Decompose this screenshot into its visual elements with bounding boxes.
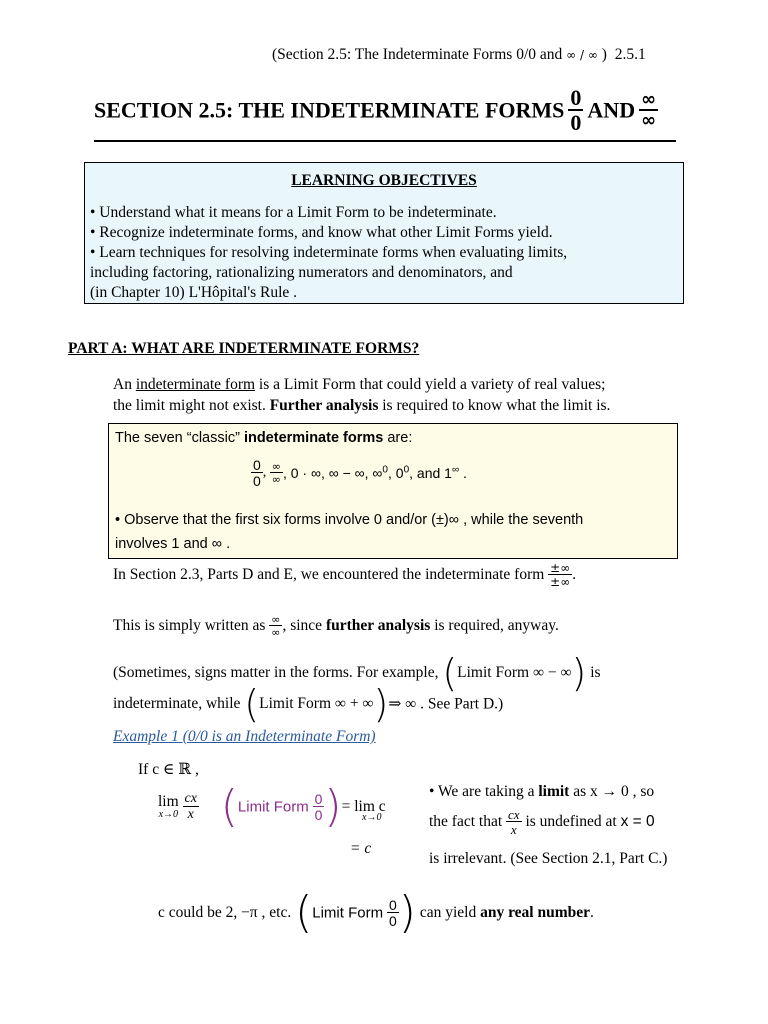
example-1-heading: Example 1 (0/0 is an Indeterminate Form) [113,728,376,745]
limit-sub: x→0 [362,812,382,823]
observe-line: involves 1 and ∞ . [115,536,231,552]
limit-note-line-3: is irrelevant. (See Section 2.1, Part C.) [429,850,668,867]
running-head [272,46,646,64]
objectives-heading: LEARNING OBJECTIVES [291,172,477,189]
limit-expression: lim x→0 $\frac{cx}{x}$ (Limit Form $\frac{0}{0}$ )= lim c [158,781,386,832]
title-text: SECTION 2.5: THE INDETERMINATE FORMS [94,97,565,123]
classic-forms-box [108,423,678,559]
running-head-close: ) [601,46,607,63]
section-title [94,87,658,134]
c-could-be-line: c could be 2, −π , etc. (Limit Form $\frac{0}{0}$ ) can yield any real number. [158,887,594,938]
limit-note-line-2: the fact that $\frac{cx}{x}$ is undefined at x = 0 [429,807,655,837]
cx-over-x: $\frac{cx}{x}$ [184,791,197,822]
part-a-heading: PART A: WHAT ARE INDETERMINATE FORMS? [68,340,420,357]
simply-written-line: This is simply written as $\frac{\infty}{\infty}$ , since further analysis is required, anyway. [113,613,559,639]
running-head-text: (Section 2.5: The Indeterminate Forms 0/0 and [272,46,563,63]
signs-matter-line-1: (Sometimes, signs matter in the forms. For example, (Limit Form ∞ − ∞) is [113,651,601,695]
objective-line: including factoring, rationalizing numerators and denominators, and [90,264,513,281]
pm-inf-fraction: $\frac{\pm\infty}{\pm\infty}$ [550,561,571,589]
form-zero-over-zero: $\frac{0}{0}$ [253,457,261,489]
title-and: AND [587,97,636,123]
objective-line: • Recognize indeterminate forms, and know what other Limit Forms yield. [90,224,553,241]
limit-form-label: Limit Form [237,798,309,816]
page-number: 2.5.1 [614,46,646,63]
objective-line: (in Chapter 10) L'Hôpital's Rule . [90,284,298,301]
section-2-3-line: In Section 2.3, Parts D and E, we encountered the indeterminate form $\frac{\pm\infty}{\pm\infty}$ . [113,561,577,589]
classic-forms-intro: The seven “classic” indeterminate forms are: [115,430,413,446]
limit-note-line-1: • We are taking a limit as x → 0 , so [429,783,655,800]
objective-line: • Learn techniques for resolving indeterminate forms when evaluating limits, [90,244,568,261]
indeterminate-form-term: indeterminate form [135,376,256,393]
equals-c: = c [350,840,372,857]
classic-forms-list: $\frac{0}{0}$ , $\frac{\infty}{\infty}$ , 0 · ∞, ∞ − ∞, ∞$^0$, $0^0$, and 1∞ . [253,457,467,489]
objective-line: • Understand what it means for a Limit Form to be indeterminate. [90,204,497,221]
title-fraction-infinity: $\frac{\infty}{\infty}$ [641,89,657,131]
inf-fraction: $\frac{\infty}{\infty}$ [271,613,281,639]
part-a-paragraph: An indeterminate form is a Limit Form that could yield a variety of real values; the limit might not exist. Further analysis is required to know what the limit is. [113,376,611,414]
form-inf-over-inf: $\frac{\infty}{\infty}$ [271,460,281,486]
zero-over-zero: $\frac{0}{0}$ [314,791,323,823]
title-fraction-zero: $\frac{0}{0}$ [570,85,582,135]
observe-line: • Observe that the first six forms involve 0 and/or (±)∞ , while the seventh [115,512,584,528]
title-rule [94,140,676,142]
signs-matter-line-2: indeterminate, while (Limit Form ∞ + ∞)⇒ ∞ . See Part D.) [113,682,504,726]
example-1-if: If c ∈ ℝ , [138,761,199,778]
running-head-inf: ∞ / ∞ [566,48,598,62]
learning-objectives-box [84,162,684,304]
